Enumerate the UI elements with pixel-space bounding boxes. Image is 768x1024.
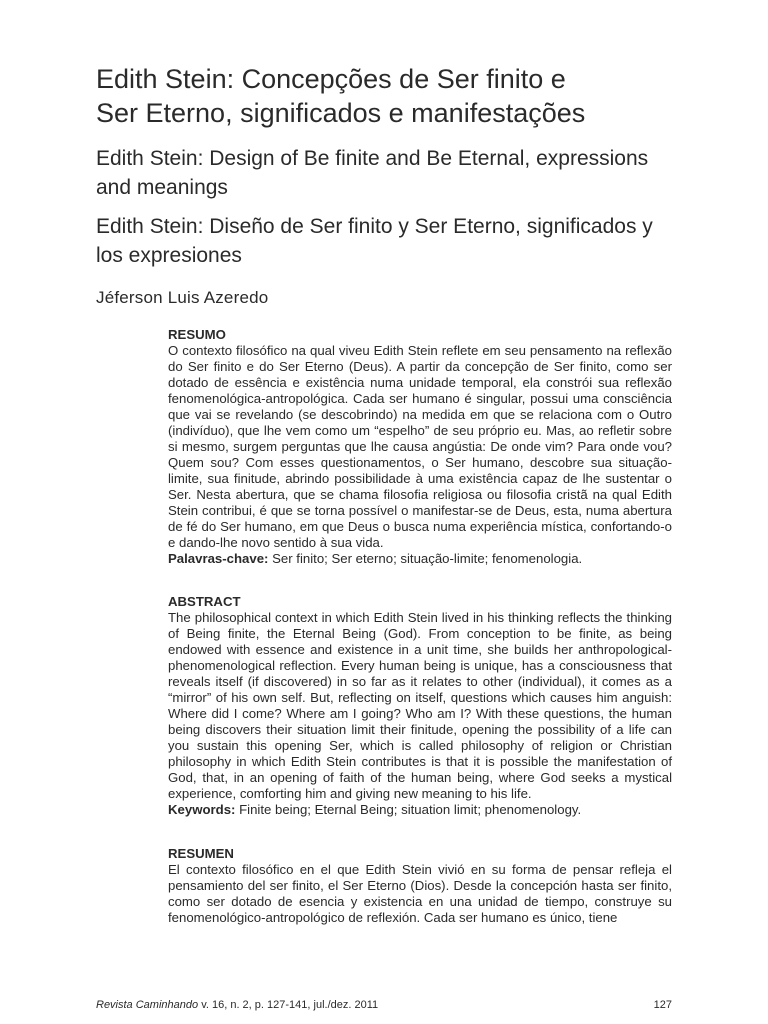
abstract-keywords-list: Finite being; Eternal Being; situation limit; phenomenology. <box>239 802 582 817</box>
resumo-keywords-label: Palavras-chave: <box>168 551 269 566</box>
journal-name: Revista Caminhando <box>96 999 199 1011</box>
article-title-english: Edith Stein: Design of Be finite and Be Eternal, expressions and meanings <box>96 147 649 199</box>
resumo-heading: RESUMO <box>168 327 226 342</box>
abstract-keywords-label: Keywords: <box>168 802 236 817</box>
abstract-keywords <box>168 802 672 818</box>
title-line-2: Ser Eterno, significados e manifestações <box>96 98 586 128</box>
resumen-text: El contexto filosófico en el que Edith Stein vivió en su forma de pensar refleja el pensamiento del ser finito, el Ser Eterno (Dios). Desde la concepción hasta ser finito, como ser dotado de esencia y existencia en una unidad de tiempo, construye su fenomenológico-antropológico de reflexión. Cada ser humano es único, tiene <box>168 862 672 925</box>
article-title-spanish: Edith Stein: Diseño de Ser finito y Ser Eterno, significados y los expresiones <box>96 215 653 267</box>
abstract-heading: ABSTRACT <box>168 594 241 609</box>
resumo-text: O contexto filosófico na qual viveu Edith Stein reflete em seu pensamento na reflexão do Ser finito e do Ser Eterno (Deus). A partir da concepção de Ser finito, como ser dotado de essência e existência numa unidade temporal, ela constrói sua reflexão fenomenológica-antropológica. Cada ser humano é singular, possui uma consciência que vai se revelando (se descobrindo) na medida em que se relaciona com o Outro (indivíduo), que lhe vem como um “espelho” de seu próprio eu. Mas, ao refletir sobre si mesmo, surgem perguntas que lhe causa angústia: De onde vim? Para onde vou? Quem sou? Com esses questionamentos, o Ser humano, descobre sua situação-limite, sua finitude, abrindo possibilidade à uma existência capaz de lhe sustentar o Ser. Nesta abertura, que se chama filosofia religiosa ou filosofia cristã na qual Edith Stein contribui, é que se torna possível o manifestar-se de Deus, esta, numa abertura de fé do Ser humano, em que Deus o busca numa experiência mística, confortando-o e dando-lhe novo sentido à sua vida. <box>168 343 672 550</box>
resumo-keywords <box>168 551 672 567</box>
resumo-keywords-list: Ser finito; Ser eterno; situação-limite; fenomenologia. <box>272 551 583 566</box>
resumo-section <box>168 327 672 567</box>
resumen-section <box>168 846 672 926</box>
title-line-1: Edith Stein: Concepções de Ser finito e <box>96 64 566 94</box>
resumen-heading: RESUMEN <box>168 846 234 861</box>
abstract-text: The philosophical context in which Edith Stein lived in his thinking reflects the thinking of Being finite, the Eternal Being (God). From conception to be finite, as being endowed with essence and existence in a unit time, she builds her anthropological-phenomenological reflection. Every human being is unique, has a consciousness that reveals itself (if discovered) in so far as it relates to other (individual), it comes as a “mirror” of his own self. But, reflecting on itself, questions which causes him anguish: Where did I come? Where am I going? Who am I? With these questions, the human being discovers their situation limit their finitude, opening the possibility of a life can you sustain this opening Ser, which is called philosophy of religion or Christian philosophy in which Edith Stein contributes is that it is possible the manifestation of God, that, in an opening of faith of the human being, where God seeks a mystical experience, comforting him and giving new meaning to his life. <box>168 610 672 801</box>
page-footer <box>96 998 672 1012</box>
article-title-portuguese <box>96 62 696 130</box>
page-number: 127 <box>653 999 672 1011</box>
abstract-section <box>168 594 672 818</box>
author-name: Jéferson Luis Azeredo <box>96 288 269 307</box>
journal-citation: v. 16, n. 2, p. 127-141, jul./dez. 2011 <box>201 999 379 1011</box>
